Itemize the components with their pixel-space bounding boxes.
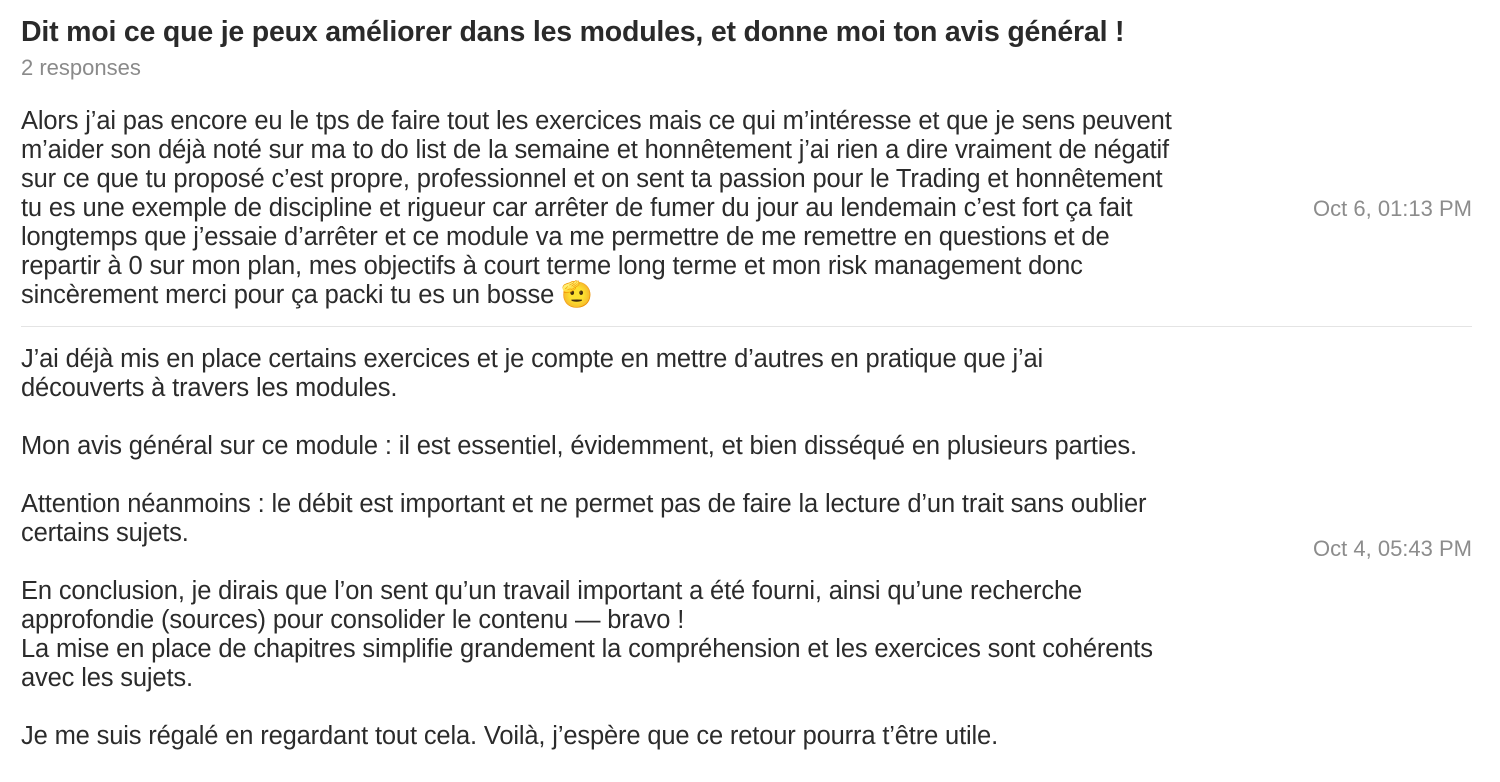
response-date: Oct 4, 05:43 PM <box>1313 535 1472 561</box>
response-text: Alors j’ai pas encore eu le tps de faire tout les exercices mais ce qui m’intéresse et que je sens peuvent m’aider son déjà noté sur ma to do list de la semaine et honnêtement j’ai rien a dire vraiment de négatif sur ce que tu proposé c’est propre, professionnel et on sent ta passion pour le Trading et honnêtement tu es une exemple de discipline et rigueur car arrêter de fumer du jour au lendemain c’est fort ça fait longtemps que j’essaie d’arrêter et ce module va me permettre de me remettre en questions et de repartir à 0 sur mon plan, mes objectifs à court terme long terme et mon risk management donc sincèrement merci pour ça packi tu es un bosse 🫡 <box>21 107 1172 309</box>
responses-list <box>21 107 1472 751</box>
response-item <box>21 326 1472 751</box>
question-title: Dit moi ce que je peux améliorer dans les modules, et donne moi ton avis général ! <box>21 16 1125 48</box>
response-item <box>21 107 1472 326</box>
response-date: Oct 6, 01:13 PM <box>1313 196 1472 221</box>
response-count: 2 responses <box>21 55 141 80</box>
response-text: J’ai déjà mis en place certains exercices et je compte en mettre d’autres en pratique que j’ai découverts à travers les modules. Mon avis général sur ce module : il est essentiel, évidemment, et bien disséqué en plusieurs parties. Attention néanmoins : le débit est important et ne permet pas de faire la lecture d’un trait sans oublier certains sujets. En conclusion, je dirais que l’on sent qu’un travail important a été fourni, ainsi qu’une recherche approfondie (sources) pour consolider le contenu — bravo ! La mise en place de chapitres simplifie grandement la compréhension et les exercices sont cohérents avec les sujets. Je me suis régalé en regardant tout cela. Voilà, j’espère que ce retour pourra t’être utile. <box>21 345 1153 750</box>
